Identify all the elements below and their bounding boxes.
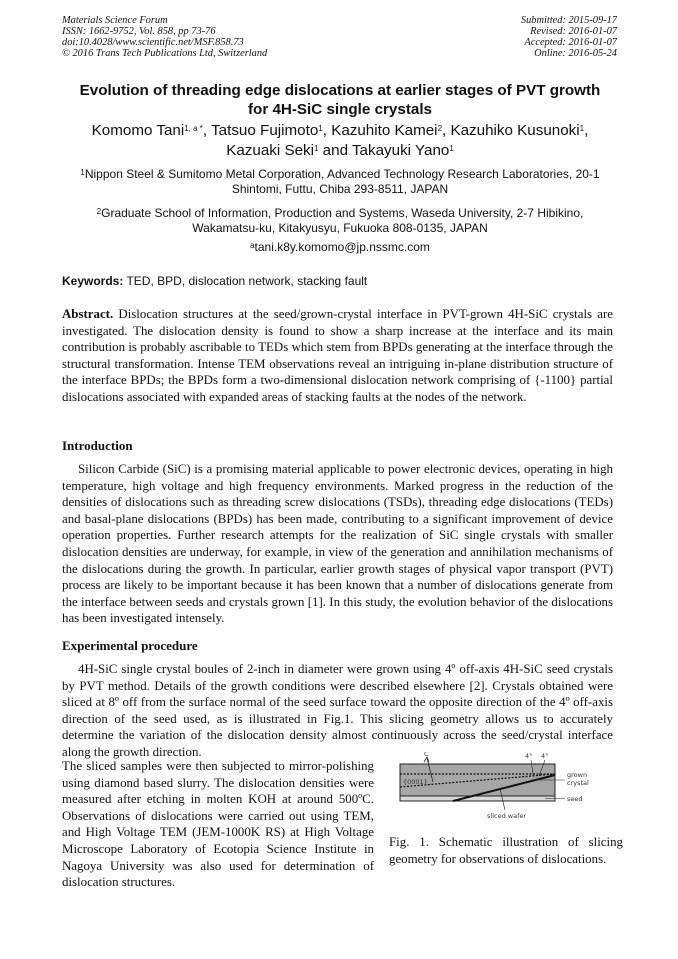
angle-label-2: 4° xyxy=(541,752,549,760)
experimental-paragraph-2: The sliced samples were then subjected to mirror-polishing using diamond based slurry. The dislocation densities were measured after etching in molten KOH at around 500ºC. Observations of dislocations were carried out using TEM, and High Voltage TEM (JEM-1000K RS) at High Voltage Microscope Laboratory of Ecotopia Science Institute in Nagoya University was also used for determination of dislocation structures. xyxy=(62,759,374,890)
journal-info xyxy=(62,15,267,59)
revised-date: Revised: 2016-01-07 xyxy=(530,26,617,37)
author-name: Kazuaki Seki xyxy=(226,142,314,159)
author-affil: 1 xyxy=(449,144,454,153)
author-list xyxy=(60,121,620,161)
doi[interactable]: doi:10.4028/www.scientific.net/MSF.858.73 xyxy=(62,37,244,48)
author-affil: 2 xyxy=(437,124,443,133)
section-heading-introduction: Introduction xyxy=(62,438,133,453)
affil-text: Graduate School of Information, Production and Systems, Waseda University, 2-7 Hibikino, xyxy=(101,206,584,220)
publication-dates xyxy=(521,15,617,59)
plane-label: {0001} xyxy=(403,778,428,786)
author-affil: 1 xyxy=(579,124,585,133)
affil-marker: 2 xyxy=(96,207,102,216)
affil-text: Shintomi, Futtu, Chiba 293-8511, JAPAN xyxy=(231,182,449,196)
affil-text: Nippon Steel & Sumitomo Metal Corporation, Advanced Technology Research Laboratories, 20-1 xyxy=(84,167,600,181)
separator: , xyxy=(202,122,212,139)
figure-1-caption: Fig. 1. Schematic illustration of slicing geometry for observations of dislocations. xyxy=(389,835,623,866)
c-axis-label: C xyxy=(424,752,429,758)
figure-1-slicing-geometry xyxy=(395,752,625,832)
issn: ISSN: 1662-9752, Vol. 858, pp 73-76 xyxy=(62,26,216,37)
wafer-label: sliced wafer xyxy=(487,812,527,820)
title-line: Evolution of threading edge dislocations at earlier stages of PVT growth xyxy=(79,82,601,99)
keywords-text: TED, BPD, dislocation network, stacking fault xyxy=(123,274,368,288)
affil-text: Wakamatsu-ku, Kitakyusyu, Fukuoka 808-0135, JAPAN xyxy=(192,221,488,235)
seed-layer xyxy=(400,796,555,801)
online-date: Online: 2016-05-24 xyxy=(534,48,617,59)
abstract-label: Abstract. xyxy=(62,307,114,321)
author-affil: 1 xyxy=(318,124,323,133)
crystal-label: crystal xyxy=(567,779,589,787)
email-address[interactable]: tani.k8y.komomo@jp.nssmc.com xyxy=(254,240,430,254)
accepted-date: Accepted: 2016-01-07 xyxy=(524,37,617,48)
author-name: Kazuhiko Kusunoki xyxy=(450,122,580,139)
section-heading-experimental: Experimental procedure xyxy=(62,638,198,653)
separator: , xyxy=(442,122,451,139)
grown-label: grown xyxy=(567,771,588,779)
corresponding-email xyxy=(60,240,620,255)
author-name: Komomo Tani xyxy=(91,122,185,139)
journal-name: Materials Science Forum xyxy=(62,15,168,26)
experimental-paragraph-1: 4H-SiC single crystal boules of 2-inch in diameter were grown using 4º off-axis 4H-SiC seed crystals by PVT method. Details of the growth conditions were described elsewhere [2]. Crystals obtained were sliced at 8º off from the surface normal of the seed surface toward the opposite direction of the 4º off-axis direction of the seed used, as is illustrated in Fig.1. This slicing geometry allows us to accurately determine the variation of the dislocation density almost continuously across the seed/crystal interface along the growth direction. xyxy=(62,662,613,759)
separator: , xyxy=(322,122,332,139)
seed-label: seed xyxy=(567,795,583,803)
author-name: Takayuki Yano xyxy=(351,142,450,159)
affiliation-1 xyxy=(60,167,620,197)
introduction-paragraph: Silicon Carbide (SiC) is a promising material applicable to power electronic devices, operating in high temperature, high voltage and high frequency environments. Marked progress in the reduction of the densities of dislocations such as threading screw dislocations (TSDs), threading edge dislocations (TEDs) and basal-plane dislocations (BPDs) has been made, contributing to a significant improvement of device operation properties. Further research attempts for the realization of SiC single crystals with smaller dislocation densities are underway, for example, in view of the generation and annihilation mechanisms of the dislocations during the growth. In particular, earlier growth stages of physical vapor transport (PVT) process are likely to be important because it has been known that a number of dislocations generate from the interface between seeds and crystals grown [1]. In this study, the evolution behavior of the dislocations has been investigated intensely. xyxy=(62,462,613,626)
copyright: © 2016 Trans Tech Publications Ltd, Switzerland xyxy=(62,48,268,59)
abstract xyxy=(62,306,613,406)
author-affil: 1, a * xyxy=(184,124,203,133)
keywords-label: Keywords: xyxy=(62,274,124,288)
paper-title xyxy=(60,81,620,119)
affil-marker: 1 xyxy=(80,168,85,177)
affiliation-2 xyxy=(60,206,620,236)
author-name: Kazuhito Kamei xyxy=(331,122,438,139)
author-affil: 1 xyxy=(314,144,319,153)
keywords xyxy=(62,274,367,288)
angle-label-1: 4° xyxy=(525,752,533,760)
submitted-date: Submitted: 2015-09-17 xyxy=(520,15,617,26)
separator: , xyxy=(584,122,589,139)
author-name: Tatsuo Fujimoto xyxy=(211,122,319,139)
separator: and xyxy=(318,142,352,159)
abstract-text: Dislocation structures at the seed/grown-crystal interface in PVT-grown 4H-SiC crystals are investigated. The dislocation density is found to show a sharp increase at the interface and its main contribution is probably ascribable to TEDs which stem from BPDs generating at the interface through the structural transformation. Intense TEM observations reveal an intriguing in-plane distribution structure of the interface BPDs; the BPDs form a two-dimensional dislocation network comprising of {-1100} partial dislocations associated with expanded areas of stacking faults at the nodes of the network. xyxy=(62,307,613,404)
title-line: for 4H-SiC single crystals xyxy=(247,101,432,118)
email-marker: a xyxy=(250,241,255,250)
